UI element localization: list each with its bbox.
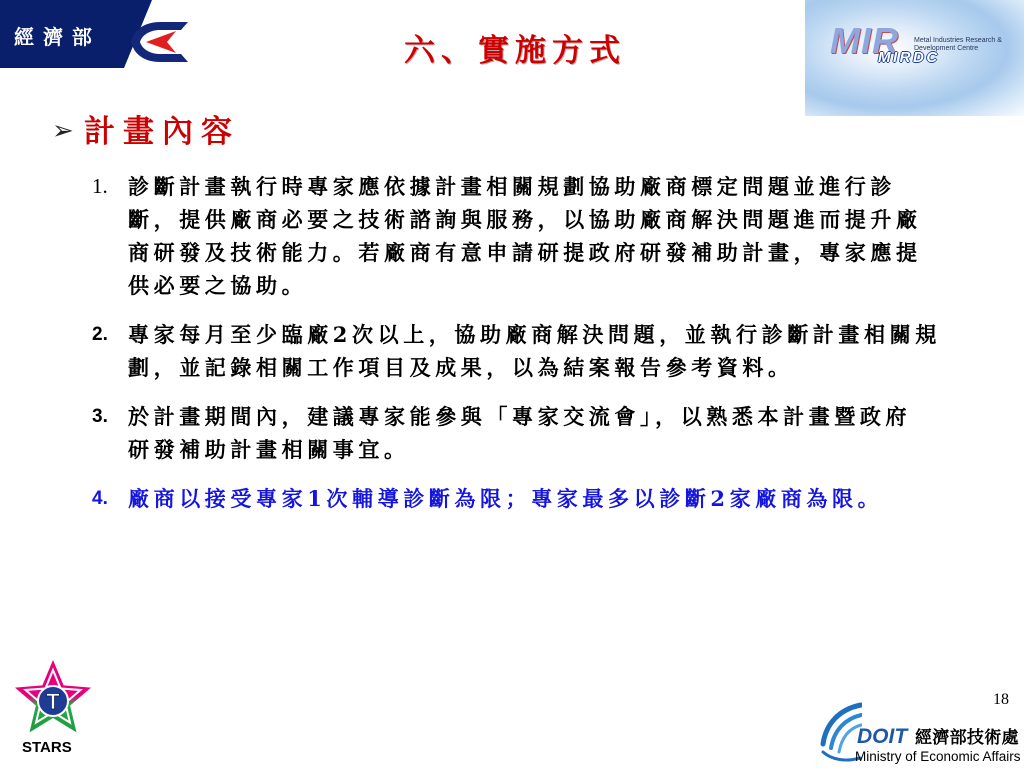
item-text-line: 診斷計畫執行時專家應依據計畫相關規劃協助廠商標定問題並進行診 (128, 174, 896, 199)
item-text-line: 專家每月至少臨廠2次以上，協助廠商解決問題，並執行診斷計畫相關規 (128, 322, 941, 347)
doit-logo-ministry: Ministry of Economic Affairs (855, 749, 1021, 764)
item-text-line: 斷，提供廠商必要之技術諮詢與服務，以協助廠商解決問題進而提升廠 (128, 207, 922, 232)
item-text-line: 劃，並記錄相關工作項目及成果，以為結案報告參考資料。 (128, 355, 794, 380)
arrow-bullet-icon: ➢ (52, 116, 74, 146)
list-item-1 (92, 170, 972, 302)
mirdc-subtitle-line: Development Centre (914, 45, 979, 52)
list-item-3 (92, 400, 972, 466)
item-number: 1. (92, 174, 108, 198)
item-text (128, 400, 911, 466)
item-text-line: 商研發及技術能力。若廠商有意申請研提政府研發補助計畫，專家應提 (128, 240, 922, 265)
list-item-2 (92, 318, 972, 384)
mirdc-logo-mark: MIR (830, 20, 899, 61)
stars-label: STARS (22, 739, 72, 756)
item-number: 4. (92, 488, 108, 509)
item-text (128, 482, 883, 515)
item-number: 2. (92, 324, 108, 345)
doit-logo-org: 經濟部技術處 (915, 728, 1019, 748)
stars-star-icon (10, 658, 96, 740)
item-text-line: 研發補助計畫相關事宜。 (128, 437, 410, 462)
item-text (128, 318, 941, 384)
numbered-list (92, 170, 972, 531)
mirdc-logo (805, 0, 1024, 116)
page-number: 18 (993, 691, 1009, 708)
slide-title: 六、實施方式 (404, 33, 626, 69)
item-text-line: 供必要之協助。 (128, 273, 308, 298)
section-heading: 計畫內容 (84, 114, 240, 150)
mirdc-logo-name: MIRDC (878, 49, 940, 66)
item-number: 3. (92, 406, 108, 427)
ministry-label: 經 濟 部 (14, 25, 93, 49)
stars-logo-mark: T (46, 689, 60, 714)
list-item-4 (92, 482, 972, 515)
item-text-line: 於計畫期間內，建議專家能參與「專家交流會」，以熟悉本計畫暨政府 (128, 404, 912, 429)
item-text (128, 170, 922, 302)
doit-logo-name: DOIT (857, 725, 908, 748)
item-text-line: 廠商以接受專家1次輔導診斷為限；專家最多以診斷2家廠商為限。 (128, 486, 884, 511)
mirdc-subtitle-line: Metal Industries Research & (914, 37, 1002, 44)
